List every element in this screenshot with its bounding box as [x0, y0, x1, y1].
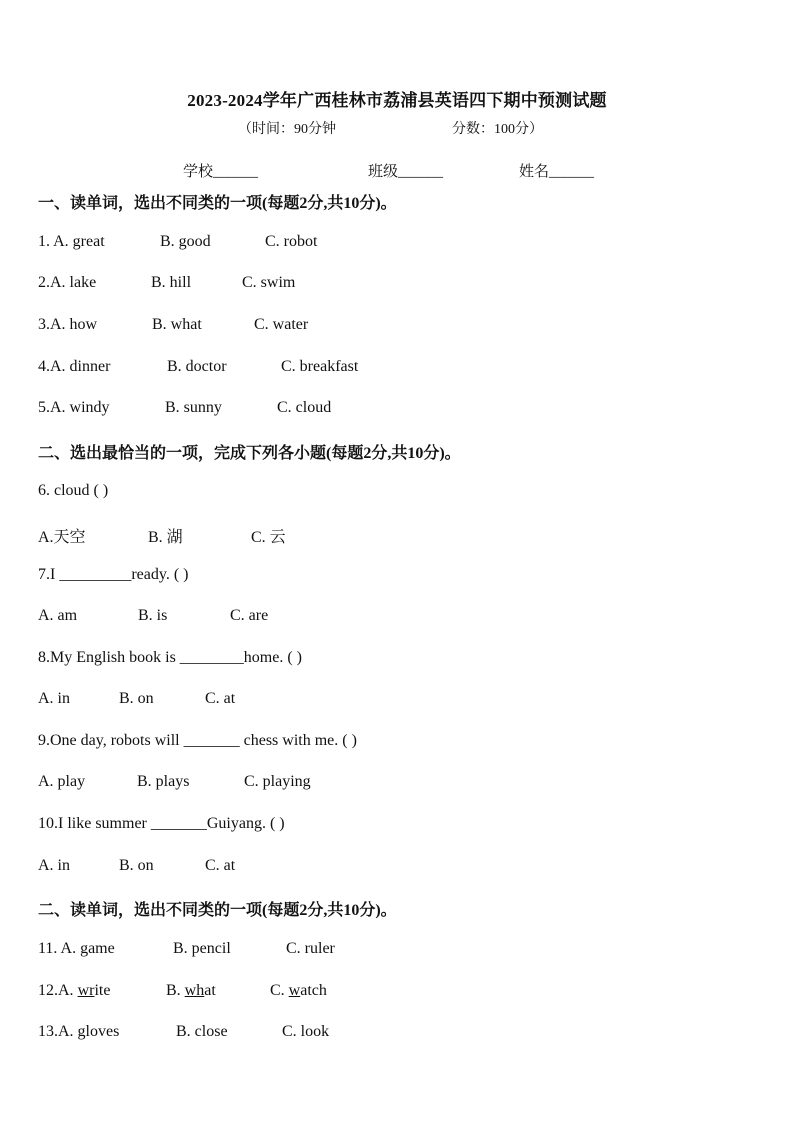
q10-option-c: C. at: [205, 857, 236, 874]
q11-option-b: B. pencil: [173, 940, 231, 957]
school-field[interactable]: 学校______: [183, 164, 259, 180]
q1-option-c: C. robot: [265, 233, 318, 250]
exam-time: （时间：90分钟: [238, 122, 336, 137]
q7-option-c: C. are: [230, 607, 269, 624]
q11-option-a: 11. A. game: [38, 940, 115, 957]
question-11: [38, 940, 335, 958]
exam-score: 分数：100分）: [452, 122, 543, 137]
question-5: [38, 399, 332, 417]
section-1-heading: 一、读单词，选出不同类的一项(每题2分,共10分)。: [38, 195, 397, 212]
q6-option-c: C. 云: [251, 529, 286, 546]
class-field[interactable]: 班级______: [368, 164, 444, 180]
question-9-options: [38, 773, 311, 791]
q12-b-underlined: wh: [184, 982, 205, 999]
question-13: [38, 1023, 330, 1041]
question-7-stem: 7.I _________ready. ( ): [38, 566, 189, 583]
q13-option-b: B. close: [176, 1023, 228, 1040]
q12-option-c: [270, 982, 327, 1000]
q1-option-b: B. good: [160, 233, 211, 250]
q6-option-a: A.天空: [38, 529, 86, 546]
q4-option-c: C. breakfast: [281, 358, 359, 375]
q8-option-b: B. on: [119, 690, 154, 707]
q3-option-b: B. what: [152, 316, 202, 333]
q12-option-a: [38, 982, 110, 999]
question-3: [38, 316, 309, 334]
q5-option-c: C. cloud: [277, 399, 332, 416]
q2-option-b: B. hill: [151, 274, 192, 291]
q12-b-prefix: B.: [166, 982, 185, 999]
name-field[interactable]: 姓名______: [519, 164, 595, 180]
q9-option-c: C. playing: [244, 773, 311, 790]
question-12: [38, 982, 327, 1000]
q6-option-b: B. 湖: [148, 529, 183, 546]
question-9-stem: 9.One day, robots will _______ chess with me. ( ): [38, 732, 357, 749]
q1-option-a: 1. A. great: [38, 233, 105, 250]
q12-c-prefix: C.: [270, 982, 289, 999]
q12-c-suffix: atch: [300, 982, 327, 999]
q8-option-c: C. at: [205, 690, 236, 707]
question-4: [38, 358, 359, 376]
q12-a-underlined: wr: [77, 982, 95, 999]
q12-option-b: [166, 982, 216, 1000]
q8-option-a: A. in: [38, 690, 70, 707]
q3-option-a: 3.A. how: [38, 316, 98, 333]
section-3-heading: 二、读单词，选出不同类的一项(每题2分,共10分)。: [38, 902, 397, 919]
question-7-options: [38, 607, 269, 625]
q10-option-b: B. on: [119, 857, 154, 874]
q9-option-b: B. plays: [137, 773, 190, 790]
q9-option-a: A. play: [38, 773, 86, 790]
section-2-heading: 二、选出最恰当的一项，完成下列各小题(每题2分,共10分)。: [38, 445, 461, 462]
page-title: 2023-2024学年广西桂林市荔浦县英语四下期中预测试题: [187, 91, 607, 110]
q12-c-underlined: w: [288, 982, 301, 999]
q2-option-c: C. swim: [242, 274, 296, 291]
question-6-stem: 6. cloud ( ): [38, 482, 109, 499]
q5-option-a: 5.A. windy: [38, 399, 110, 416]
question-2: [38, 274, 296, 292]
q4-option-a: 4.A. dinner: [38, 358, 111, 375]
q12-b-suffix: at: [204, 982, 216, 999]
question-8-options: [38, 690, 236, 708]
question-6-options: [38, 524, 286, 547]
q4-option-b: B. doctor: [167, 358, 227, 375]
q13-option-c: C. look: [282, 1023, 330, 1040]
question-10-options: [38, 857, 236, 875]
question-8-stem: 8.My English book is ________home. ( ): [38, 649, 302, 666]
q2-option-a: 2.A. lake: [38, 274, 97, 291]
q11-option-c: C. ruler: [286, 940, 335, 957]
q12-a-prefix: 12.A.: [38, 982, 78, 999]
question-1: [38, 233, 318, 251]
q5-option-b: B. sunny: [165, 399, 222, 416]
q3-option-c: C. water: [254, 316, 309, 333]
q7-option-a: A. am: [38, 607, 78, 624]
q13-option-a: 13.A. gloves: [38, 1023, 120, 1040]
q12-a-suffix: ite: [94, 982, 111, 999]
q7-option-b: B. is: [138, 607, 168, 624]
question-10-stem: 10.I like summer _______Guiyang. ( ): [38, 815, 285, 832]
q10-option-a: A. in: [38, 857, 70, 874]
